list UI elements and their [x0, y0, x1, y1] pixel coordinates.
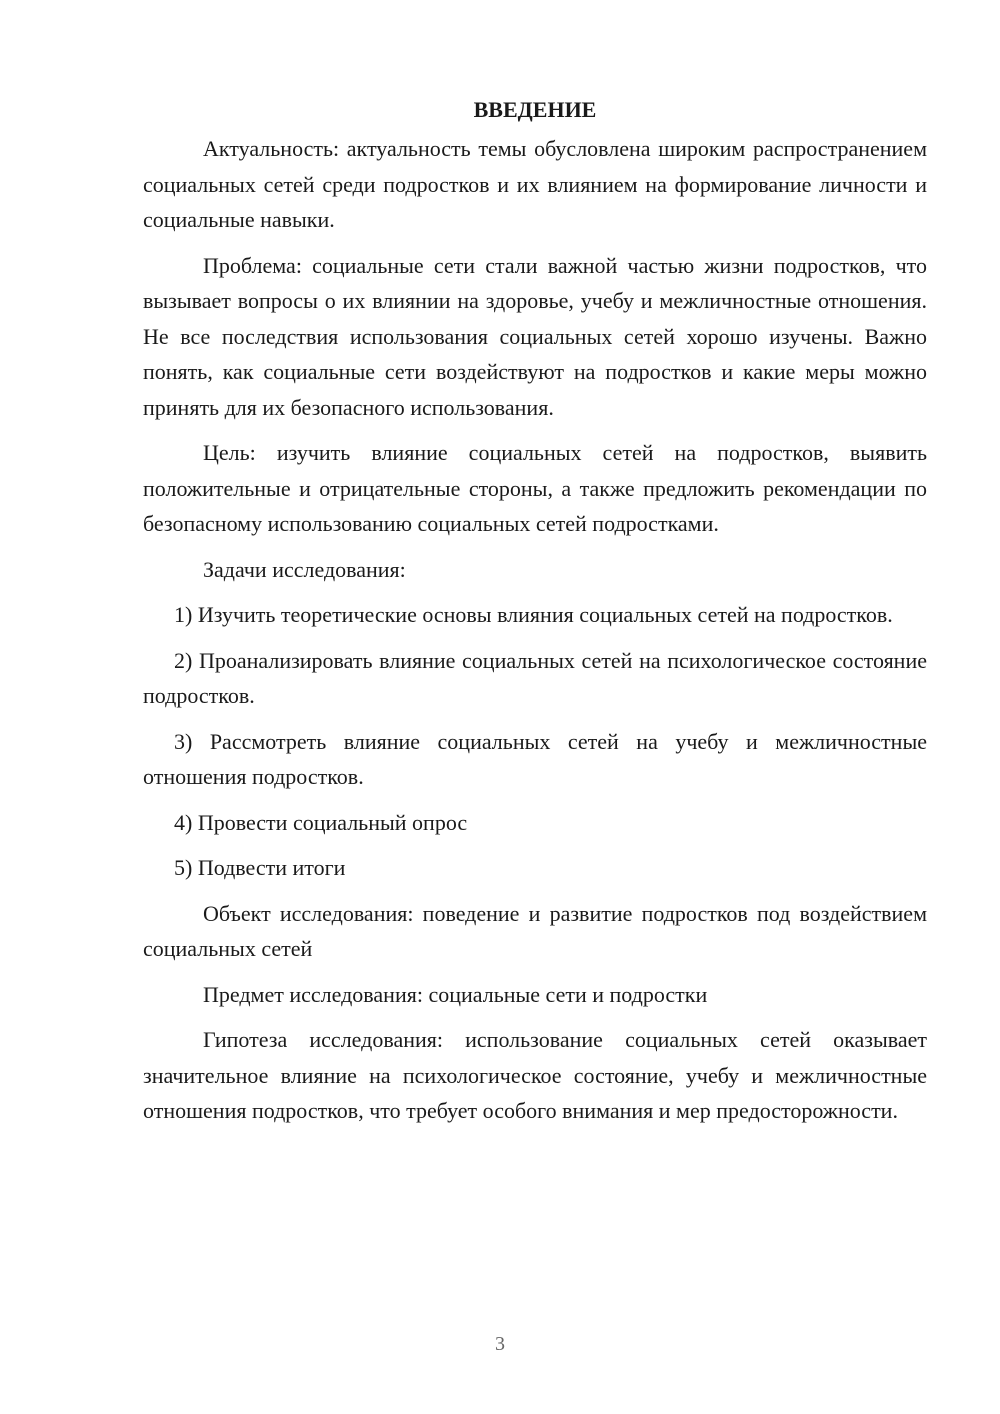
paragraph-tasks-heading: Задачи исследования: [203, 556, 406, 582]
page-number: 3 [495, 1333, 505, 1355]
task-item-1: 1) Изучить теоретические основы влияния социальных сетей на подростков. [174, 602, 893, 627]
section-title: ВВЕДЕНИЕ [473, 97, 597, 122]
paragraph-object: Объект исследования: поведение и развитие подростков под воздействием социальных сетей [143, 900, 927, 961]
paragraph-goal: Цель: изучить влияние социальных сетей на подростков, выявить положительные и отрицательные стороны, а также предложить рекомендации по безопасному использованию социальных сетей подростками. [143, 440, 927, 536]
paragraph-hypothesis: Гипотеза исследования: использование социальных сетей оказывает значительное влияние на психологическое состояние, учебу и межличностные отношения подростков, что требует особого внимания и мер предосторожности. [143, 1027, 927, 1123]
task-item-4: 4) Провести социальный опрос [174, 809, 468, 835]
task-item-2: 2) Проанализировать влияние социальных сетей на психологическое состояние подростков. [143, 647, 927, 708]
task-item-3: 3) Рассмотреть влияние социальных сетей на учебу и межличностные отношения подростков. [143, 728, 927, 789]
paragraph-problem: Проблема: социальные сети стали важной частью жизни подростков, что вызывает вопросы о их влиянии на здоровье, учебу и межличностные отношения. Не все последствия использования социальных сетей хорошо изучены. Важно понять, как социальные сети воздействуют на подростков и какие меры можно принять для их безопасного использования. [143, 252, 927, 420]
document-page [143, 92, 927, 1139]
paragraph-relevance: Актуальность: актуальность темы обусловлена широким распространением социальных сетей среди подростков и их влиянием на формирование личности и социальные навыки. [143, 136, 927, 232]
task-item-5: 5) Подвести итоги [174, 855, 346, 880]
paragraph-subject: Предмет исследования: социальные сети и подростки [203, 981, 708, 1007]
